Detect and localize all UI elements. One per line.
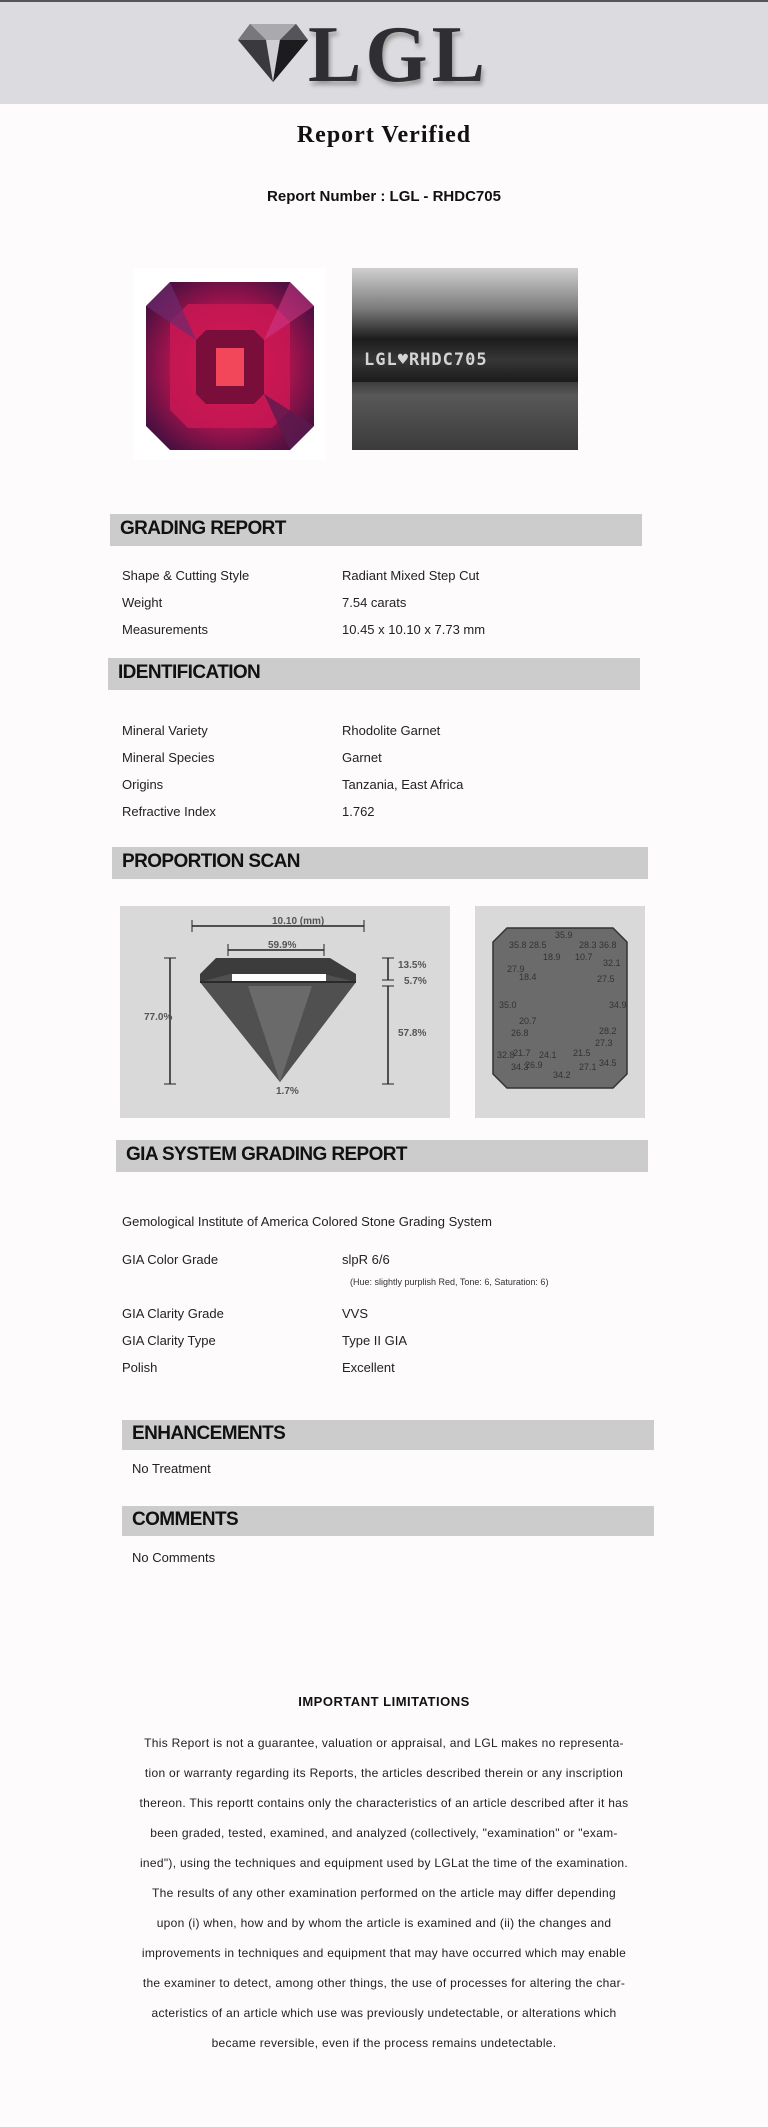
polish-value: Excellent: [342, 1360, 395, 1375]
enhancements-header: [122, 1420, 654, 1450]
top-value: 35.9: [555, 930, 573, 940]
girdle-label: 5.7%: [404, 976, 427, 987]
limitations-line: been graded, tested, examined, and analyzed (collectively, "examination" or "exam-: [150, 1826, 618, 1840]
species-label: Mineral Species: [122, 750, 215, 765]
top-value: 26.8: [511, 1028, 529, 1038]
report-number: Report Number : LGL - RHDC705: [267, 188, 501, 205]
grading-report-header: [110, 514, 642, 546]
top-value: 26.9: [525, 1060, 543, 1070]
enhancements-text: No Treatment: [132, 1461, 211, 1476]
gia-system-text: Gemological Institute of America Colored Stone Grading System: [122, 1214, 492, 1229]
color-grade-value: slpR 6/6: [342, 1252, 390, 1267]
section-title: COMMENTS: [132, 1509, 239, 1530]
clarity-grade-label: GIA Clarity Grade: [122, 1306, 224, 1321]
weight-label: Weight: [122, 595, 163, 610]
limitations-line: thereon. This reportt contains only the characteristics of an article described after it has: [139, 1796, 629, 1810]
top-value: 35.8: [509, 940, 527, 950]
ri-label: Refractive Index: [122, 804, 216, 819]
lgl-logo[interactable]: [234, 11, 490, 99]
top-value: 10.7: [575, 952, 593, 962]
top-value: 18.4: [519, 972, 537, 982]
polish-label: Polish: [122, 1360, 158, 1375]
top-value: 27.3: [595, 1038, 613, 1048]
section-title: IDENTIFICATION: [118, 662, 261, 683]
identification-header: [108, 658, 640, 690]
limitations-line: improvements in techniques and equipment that may have occurred which may enable: [141, 1946, 627, 1960]
color-grade-note: (Hue: slightly purplish Red, Tone: 6, Saturation: 6): [350, 1277, 549, 1287]
section-title: ENHANCEMENTS: [132, 1423, 286, 1444]
variety-value: Rhodolite Garnet: [342, 723, 441, 738]
shape-value: Radiant Mixed Step Cut: [342, 568, 480, 583]
table-label: 59.9%: [268, 940, 297, 951]
proportion-scan-header: [112, 847, 648, 879]
measurements-value: 10.45 x 10.10 x 7.73 mm: [342, 622, 486, 637]
section-title: PROPORTION SCAN: [122, 851, 300, 872]
culet-label: 1.7%: [276, 1086, 299, 1097]
limitations-line: acteristics of an article which use was previously undetectable, or alterations which: [151, 2006, 617, 2020]
clarity-type-label: GIA Clarity Type: [122, 1333, 216, 1348]
inscription-text: LGL♥RHDC705: [364, 350, 488, 370]
pavilion-label: 57.8%: [398, 1028, 427, 1039]
origins-label: Origins: [122, 777, 164, 792]
limitations-line: the examiner to detect, among other things, the use of processes for altering the char-: [142, 1976, 626, 1990]
depth-label: 77.0%: [144, 1012, 173, 1023]
top-value: 21.5: [573, 1048, 591, 1058]
limitations-line: ined"), using the techniques and equipment used by LGLat the time of the examination.: [139, 1856, 629, 1870]
site-header: [0, 2, 768, 104]
top-value: 20.7: [519, 1016, 537, 1026]
comments-text: No Comments: [132, 1550, 216, 1565]
limitations-line: tion or warranty regarding its Reports, the articles described therein or any inscription: [144, 1766, 624, 1780]
weight-value: 7.54 carats: [342, 595, 407, 610]
clarity-type-value: Type II GIA: [342, 1333, 408, 1348]
origins-value: Tanzania, East Africa: [342, 777, 464, 792]
top-value: 18.9: [543, 952, 561, 962]
inscription-photo: [352, 268, 578, 450]
top-value: 34.2: [553, 1070, 571, 1080]
top-value: 34.3: [511, 1062, 529, 1072]
species-value: Garnet: [342, 750, 382, 765]
limitations-line: The results of any other examination performed on the article may differ depending: [152, 1886, 616, 1900]
limitations-line: became reversible, even if the process remains undetectable.: [211, 2036, 557, 2050]
side-profile-diagram: [120, 906, 450, 1118]
top-value: 28.3: [579, 940, 597, 950]
top-value: 36.8: [599, 940, 617, 950]
top-value: 28.2: [599, 1026, 617, 1036]
top-value: 34.9: [609, 1000, 627, 1010]
top-value: 27.9: [507, 964, 525, 974]
logo-text: LGL: [308, 11, 489, 99]
comments-header: [122, 1506, 654, 1536]
top-value: 35.0: [499, 1000, 517, 1010]
top-value: 27.1: [579, 1062, 597, 1072]
top-value: 21.7: [513, 1048, 531, 1058]
top-view-diagram: [475, 906, 645, 1118]
gia-report-header: [116, 1140, 648, 1172]
top-value: 32.8: [497, 1050, 515, 1060]
clarity-grade-value: VVS: [342, 1306, 369, 1321]
limitations-title: IMPORTANT LIMITATIONS: [298, 1694, 470, 1709]
top-value: 27.5: [597, 974, 615, 984]
color-grade-label: GIA Color Grade: [122, 1252, 219, 1267]
shape-label: Shape & Cutting Style: [122, 568, 250, 583]
limitations-line: upon (i) when, how and by whom the article is examined and (ii) the changes and: [156, 1916, 612, 1930]
ri-value: 1.762: [342, 804, 375, 819]
top-value: 24.1: [539, 1050, 557, 1060]
top-value: 28.5: [529, 940, 547, 950]
width-label: 10.10 (mm): [272, 916, 325, 927]
page-title: Report Verified: [296, 122, 472, 148]
gemstone-photo: [134, 268, 326, 460]
crown-label: 13.5%: [398, 960, 427, 971]
measurements-label: Measurements: [122, 622, 208, 637]
diamond-icon: [236, 22, 310, 84]
variety-label: Mineral Variety: [122, 723, 208, 738]
limitations-line: This Report is not a guarantee, valuation or appraisal, and LGL makes no representa-: [144, 1736, 624, 1750]
section-title: GRADING REPORT: [120, 518, 286, 539]
top-value: 34.5: [599, 1058, 617, 1068]
section-title: GIA SYSTEM GRADING REPORT: [126, 1144, 407, 1165]
top-value: 32.1: [603, 958, 621, 968]
